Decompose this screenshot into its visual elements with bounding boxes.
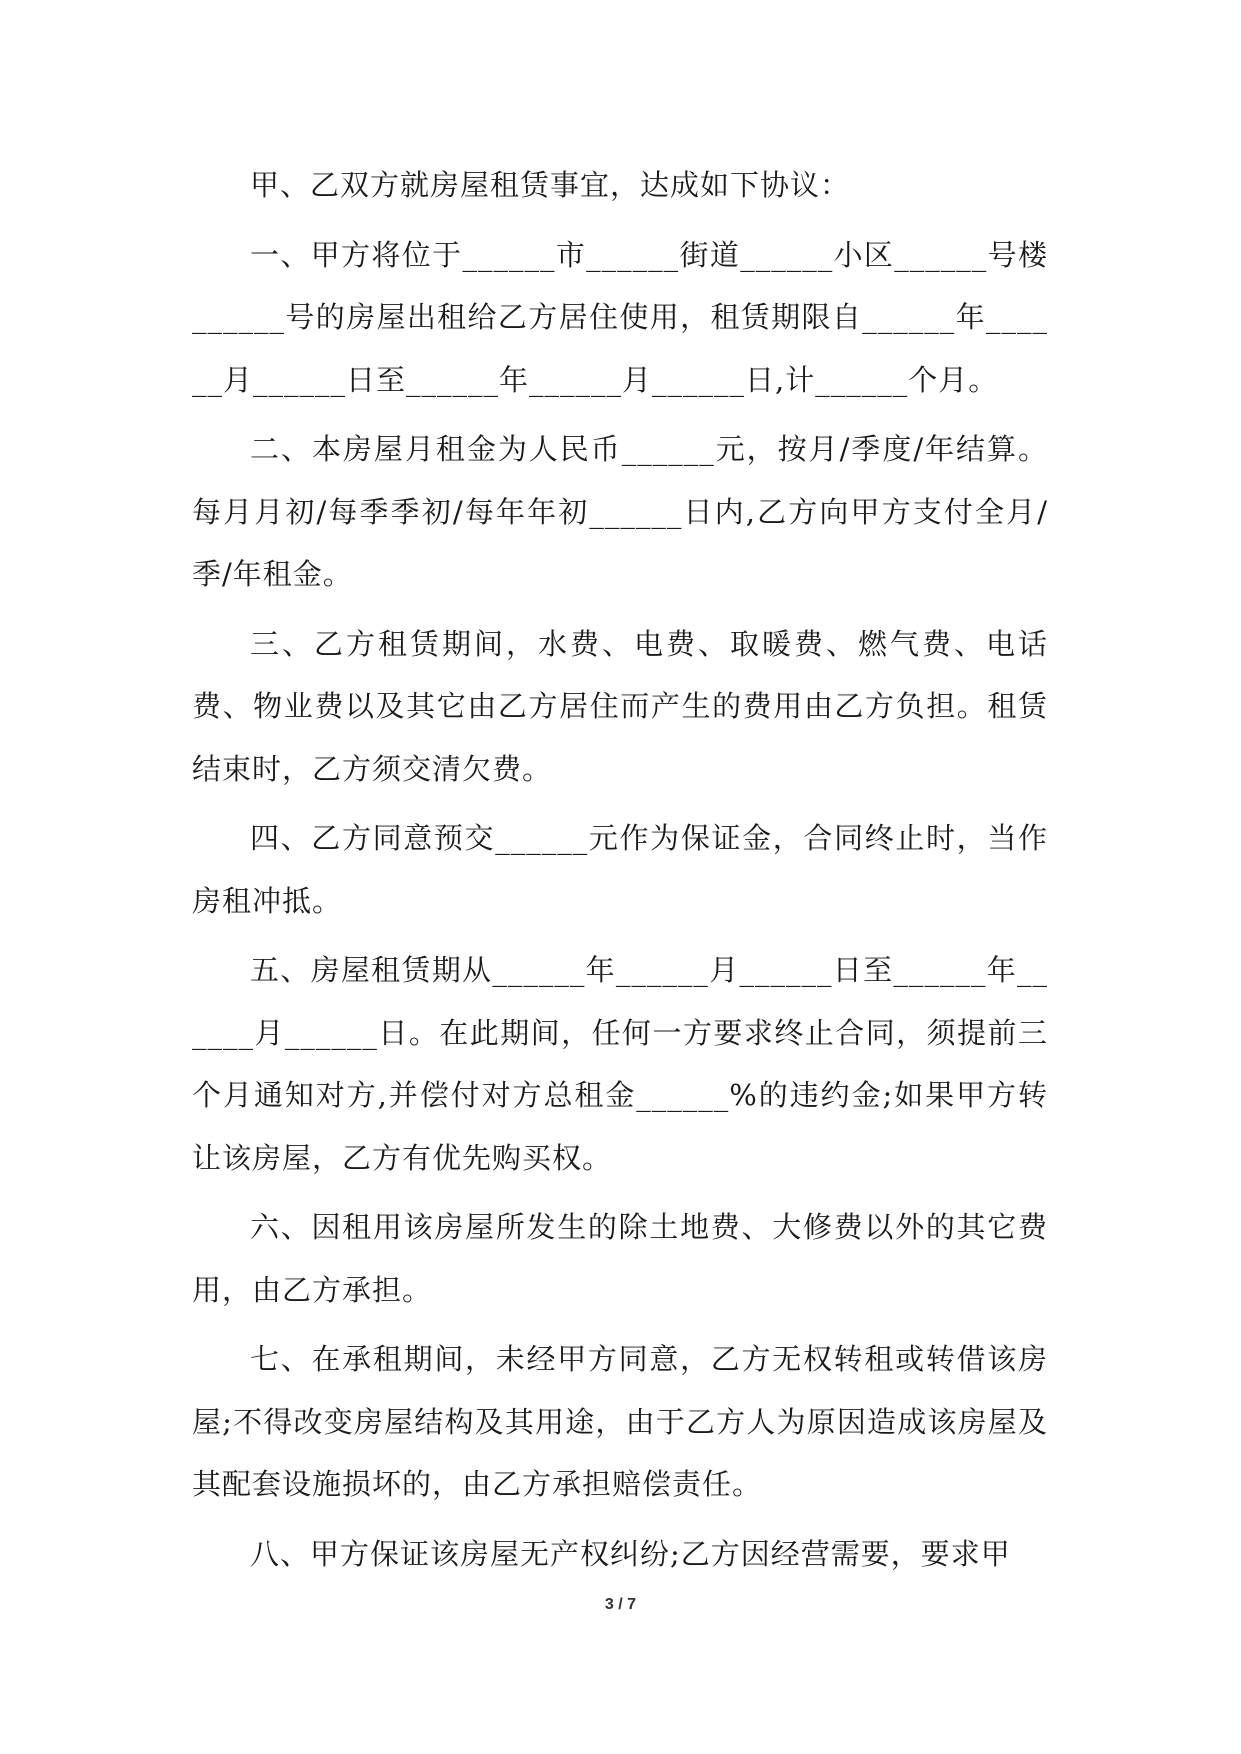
paragraph-intro: 甲、乙双方就房屋租赁事宜，达成如下协议： xyxy=(250,168,851,202)
paragraph-clause-8: 八、甲方保证该房屋无产权纠纷;乙方因经营需要，要求甲 xyxy=(250,1536,1011,1571)
paragraph-clause-6: 六、因租用该房屋所发生的除土地费、大修费以外的其它费用，由乙方承担。 xyxy=(192,1210,1048,1307)
paragraph-clause-7: 七、在承租期间，未经甲方同意，乙方无权转租或转借该房屋;不得改变房屋结构及其用途，由于乙方人为原因造成该房屋及其配套设施损坏的，由乙方承担赔偿责任。 xyxy=(192,1342,1048,1501)
paragraph-clause-3: 三、乙方租赁期间，水费、电费、取暖费、燃气费、电话费、物业费以及其它由乙方居住而产生的费用由乙方负担。租赁结束时，乙方须交清欠费。 xyxy=(192,626,1048,786)
paragraph-clause-5: 五、房屋租赁期从______年______月______日至______年______月______日。在此期间，任何一方要求终止合同，须提前三个月通知对方,并偿付对方总租金______%的违约金;如果甲方转让该房屋，乙方有优先购买权。 xyxy=(192,953,1048,1175)
page-number: 3 / 7 xyxy=(604,1596,637,1613)
paragraph-clause-2: 二、本房屋月租金为人民币______元，按月/季度/年结算。每月月初/每季季初/每年年初______日内,乙方向甲方支付全月/季/年租金。 xyxy=(192,432,1048,591)
paragraph-clause-1: 一、甲方将位于______市______街道______小区______号楼______号的房屋出租给乙方居住使用，租赁期限自______年______月______日至______年______月______日,计______个月。 xyxy=(192,237,1048,397)
paragraph-clause-4: 四、乙方同意预交______元作为保证金，合同终止时，当作房租冲抵。 xyxy=(192,821,1048,918)
document-body xyxy=(192,154,1048,1592)
